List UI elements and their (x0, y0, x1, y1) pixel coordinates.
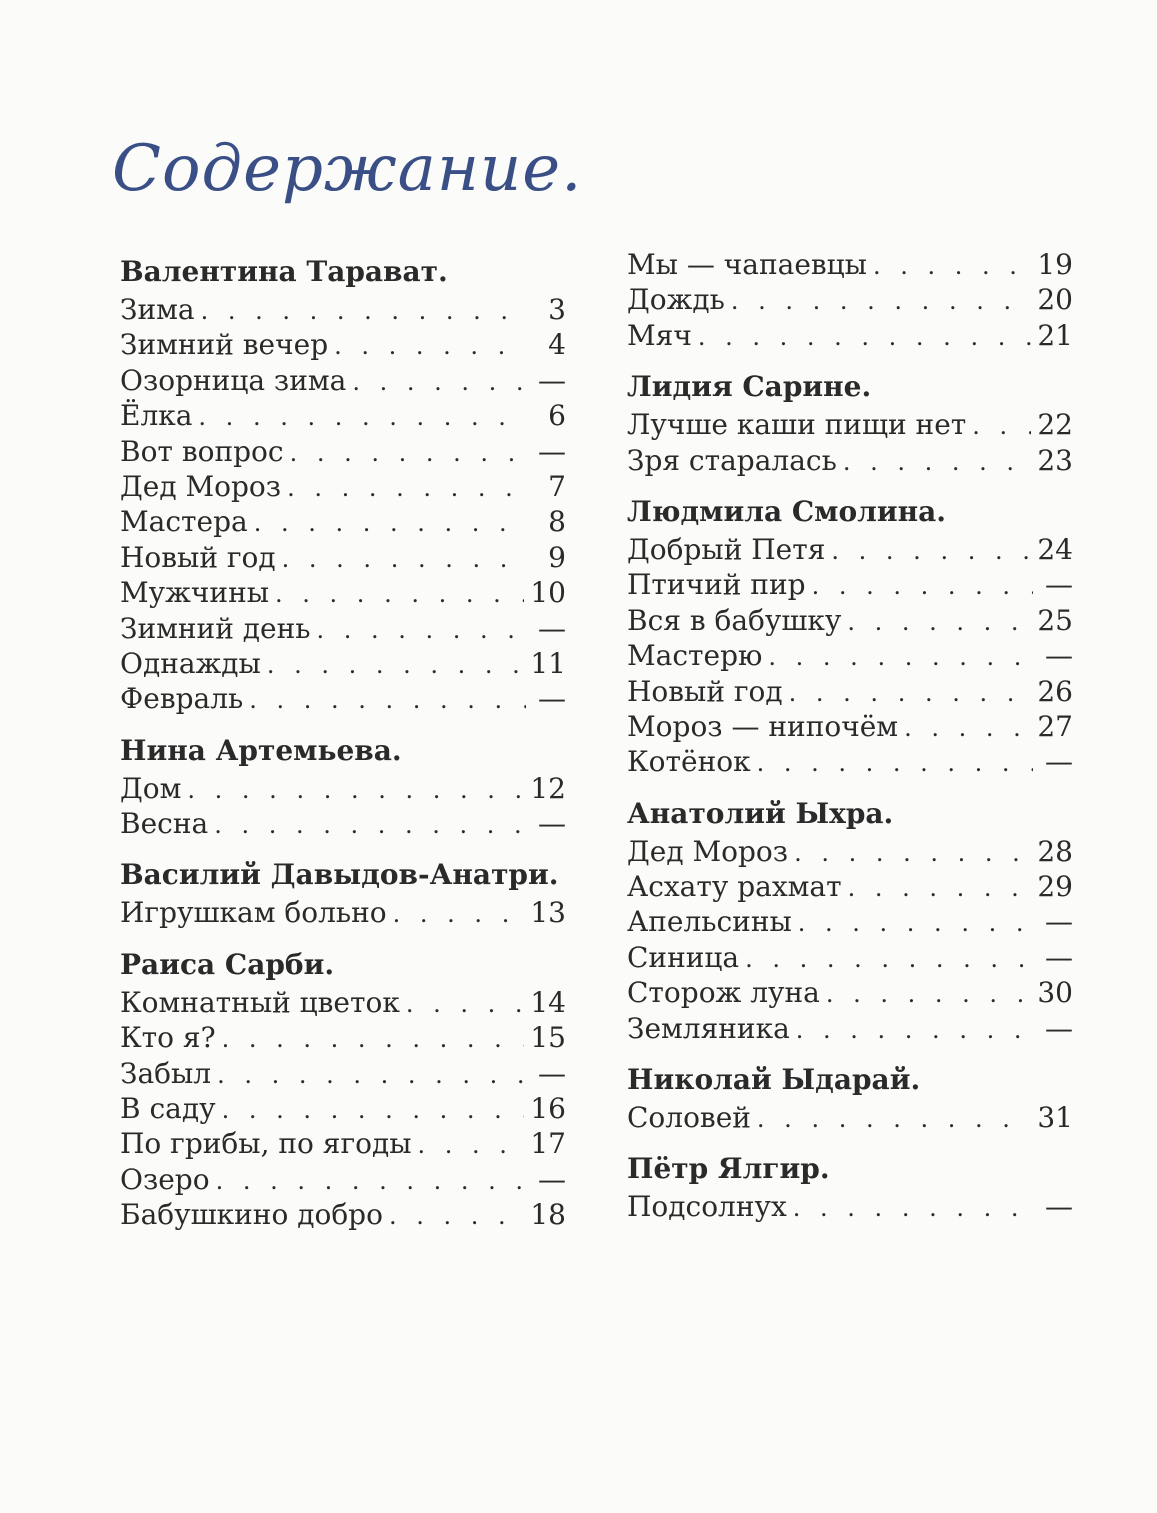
entry-title: Новый год (627, 674, 783, 708)
author-heading: Пётр Ялгир. (627, 1152, 830, 1186)
entry-title: Котёнок (627, 745, 751, 779)
dot-leader (275, 577, 524, 612)
entry-page-number: — (538, 611, 566, 645)
dot-leader (757, 746, 1033, 781)
dot-leader (214, 808, 526, 843)
toc-right-column (627, 247, 1073, 1239)
toc-entry[interactable] (120, 363, 566, 398)
entry-page-number: — (538, 1056, 566, 1090)
dot-leader (389, 1199, 524, 1234)
entry-title: Зимний вечер (120, 328, 329, 362)
entry-title: Дом (120, 771, 182, 805)
dot-leader (847, 605, 1031, 640)
entry-title: Соловей (627, 1101, 751, 1135)
toc-entry[interactable] (120, 646, 566, 681)
entry-page-number: 4 (548, 328, 566, 362)
entry-title: Дождь (627, 283, 725, 317)
entry-title: Апельсины (627, 905, 792, 939)
toc-section (627, 1060, 1073, 1135)
author-heading: Людмила Смолина. (627, 494, 947, 528)
entry-title: Зима (120, 293, 195, 326)
dot-leader (796, 1013, 1033, 1048)
entry-title: Однажды (120, 646, 261, 680)
entry-page-number: — (1045, 745, 1073, 779)
toc-entry[interactable] (120, 434, 566, 469)
toc-entry[interactable] (120, 292, 566, 327)
dot-leader (249, 683, 526, 718)
entry-title: Мяч (627, 318, 692, 352)
dot-leader (290, 436, 526, 471)
entry-page-number: — (1045, 905, 1073, 939)
entry-page-number: — (538, 807, 566, 841)
entry-title: Мороз — нипочём (627, 709, 899, 743)
entry-title: Асхату рахмат (627, 870, 842, 904)
entry-page-number: 16 (530, 1092, 566, 1126)
toc-section (627, 247, 1073, 353)
entry-page-number: 26 (1037, 674, 1073, 708)
dot-leader (217, 1058, 526, 1093)
toc-entry[interactable] (627, 247, 1073, 282)
dot-leader (287, 471, 526, 506)
toc-section (627, 794, 1073, 1046)
entry-page-number: 12 (530, 771, 566, 805)
dot-leader (418, 1128, 525, 1163)
dot-leader (789, 676, 1032, 711)
entry-page-number: 31 (1037, 1101, 1073, 1135)
toc-entry[interactable] (120, 1056, 566, 1091)
dot-leader (198, 400, 526, 435)
toc-entry[interactable] (627, 1189, 1073, 1224)
entry-title: Дед Мороз (120, 469, 282, 503)
entry-page-number: 30 (1037, 976, 1073, 1010)
toc-entry[interactable] (120, 575, 566, 610)
entry-title: Мужчины (120, 576, 270, 610)
entry-page-number: 15 (530, 1021, 566, 1055)
entry-page-number: 22 (1037, 408, 1073, 442)
toc-entry[interactable] (627, 407, 1073, 442)
toc-section (120, 252, 566, 717)
dot-leader (267, 648, 525, 683)
entry-title: Весна (120, 807, 209, 841)
toc-entry[interactable] (627, 869, 1073, 904)
dot-leader (757, 1102, 1031, 1137)
dot-leader (352, 365, 526, 400)
entry-page-number: 14 (530, 985, 566, 1019)
entry-page-number: — (1045, 639, 1073, 673)
author-heading: Раиса Сарби. (120, 947, 335, 981)
entry-page-number: 8 (548, 505, 566, 539)
entry-title: Лучше каши пищи нет (627, 408, 967, 442)
toc-entry[interactable] (627, 834, 1073, 869)
dot-leader (731, 284, 1031, 319)
toc-entry[interactable] (120, 1197, 566, 1232)
dot-leader (793, 1191, 1033, 1226)
entry-title: Комнатный цветок (120, 985, 400, 1019)
toc-section (627, 367, 1073, 478)
entry-title: Кто я? (120, 1021, 216, 1055)
entry-title: Сторож луна (627, 976, 820, 1010)
toc-entry[interactable] (627, 443, 1073, 478)
dot-leader (904, 711, 1031, 746)
dot-leader (201, 294, 526, 329)
entry-title: Вся в бабушку (627, 603, 842, 637)
entry-title: Подсолнух (627, 1190, 787, 1224)
toc-entry[interactable] (120, 681, 566, 716)
toc-entry[interactable] (627, 904, 1073, 939)
dot-leader (826, 977, 1032, 1012)
toc-entry[interactable] (120, 895, 566, 930)
dot-leader (393, 897, 525, 932)
dot-leader (317, 613, 527, 648)
toc-entry[interactable] (627, 709, 1073, 744)
entry-page-number: 27 (1037, 709, 1073, 743)
entry-page-number: 19 (1037, 248, 1073, 281)
toc-entry[interactable] (627, 975, 1073, 1010)
dot-leader (848, 871, 1032, 906)
entry-page-number: 29 (1037, 870, 1073, 904)
dot-leader (406, 987, 525, 1022)
entry-page-number: — (538, 363, 566, 397)
toc-section (627, 492, 1073, 780)
dot-leader (254, 506, 526, 541)
toc-section (120, 855, 566, 930)
dot-leader (812, 569, 1033, 604)
toc-section (120, 731, 566, 842)
entry-title: Дед Мороз (627, 834, 789, 868)
toc-entry[interactable] (627, 1011, 1073, 1046)
entry-page-number: 28 (1037, 834, 1073, 868)
entry-title: Ёлка (120, 399, 193, 433)
toc-entry[interactable] (120, 771, 566, 806)
entry-title: Бабушкино добро (120, 1198, 383, 1232)
dot-leader (282, 542, 526, 577)
toc-entry[interactable] (627, 674, 1073, 709)
entry-page-number: 11 (530, 646, 566, 680)
author-heading: Нина Артемьева. (120, 733, 402, 767)
entry-page-number: — (1045, 568, 1073, 602)
entry-title: Синица (627, 940, 740, 974)
toc-entry[interactable] (120, 504, 566, 539)
toc-entry[interactable] (627, 1100, 1073, 1135)
toc-entry[interactable] (120, 1091, 566, 1126)
entry-title: Игрушкам больно (120, 896, 387, 930)
entry-title: В саду (120, 1092, 216, 1126)
toc-entry[interactable] (120, 1020, 566, 1055)
entry-title: Мастера (120, 505, 248, 539)
entry-page-number: 25 (1037, 603, 1073, 637)
entry-title: Февраль (120, 682, 244, 716)
entry-title: Добрый Петя (627, 532, 826, 566)
dot-leader (972, 409, 1031, 444)
dot-leader (794, 836, 1031, 871)
dot-leader (216, 1164, 526, 1199)
dot-leader (831, 534, 1031, 569)
toc-left-column (120, 252, 566, 1247)
dot-leader (873, 249, 1031, 284)
author-heading: Валентина Тарават. (120, 255, 448, 288)
entry-page-number: 18 (530, 1198, 566, 1232)
entry-title: Озорница зима (120, 363, 347, 397)
entry-title: Новый год (120, 540, 276, 574)
entry-page-number: 7 (548, 469, 566, 503)
toc-entry[interactable] (120, 469, 566, 504)
page-title: Содержание. (112, 132, 583, 206)
entry-page-number: 23 (1037, 443, 1073, 477)
entry-title: Мастерю (627, 639, 763, 673)
entry-page-number: — (538, 682, 566, 716)
entry-title: Мы — чапаевцы (627, 248, 867, 281)
entry-page-number: 6 (548, 399, 566, 433)
toc-entry[interactable] (627, 282, 1073, 317)
toc-section (120, 945, 566, 1233)
entry-title: Вот вопрос (120, 434, 284, 468)
entry-page-number: — (538, 1162, 566, 1196)
entry-title: Забыл (120, 1056, 212, 1090)
entry-title: Птичий пир (627, 568, 806, 602)
toc-section (627, 1149, 1073, 1224)
entry-page-number: 13 (530, 896, 566, 930)
entry-title: Земляника (627, 1011, 790, 1045)
dot-leader (222, 1093, 525, 1128)
dot-leader (222, 1022, 525, 1057)
toc-entry[interactable] (120, 1162, 566, 1197)
toc-entry[interactable] (627, 744, 1073, 779)
entry-title: Озеро (120, 1162, 210, 1196)
author-heading: Лидия Сарине. (627, 370, 872, 404)
toc-entry[interactable] (120, 398, 566, 433)
toc-entry[interactable] (627, 940, 1073, 975)
dot-leader (745, 942, 1033, 977)
entry-page-number: — (1045, 940, 1073, 974)
author-heading: Анатолий Ыхра. (627, 796, 894, 830)
entry-page-number: 17 (530, 1127, 566, 1161)
toc-entry[interactable] (120, 327, 566, 362)
entry-page-number: 24 (1037, 532, 1073, 566)
toc-entry[interactable] (627, 638, 1073, 673)
entry-page-number: — (1045, 1011, 1073, 1045)
toc-entry[interactable] (120, 1126, 566, 1161)
toc-entry[interactable] (627, 603, 1073, 638)
dot-leader (187, 773, 524, 808)
entry-page-number: 20 (1037, 283, 1073, 317)
toc-entry[interactable] (627, 318, 1073, 353)
entry-title: Зря старалась (627, 443, 837, 477)
dot-leader (843, 445, 1032, 480)
dot-leader (768, 640, 1033, 675)
entry-page-number: 21 (1037, 318, 1073, 352)
entry-page-number: — (1045, 1190, 1073, 1224)
entry-page-number: 9 (548, 540, 566, 574)
toc-entry[interactable] (627, 567, 1073, 602)
dot-leader (698, 320, 1032, 355)
dot-leader (334, 329, 526, 364)
entry-page-number: — (538, 434, 566, 468)
entry-page-number: 3 (548, 293, 566, 326)
toc-entry[interactable] (120, 985, 566, 1020)
author-heading: Василий Давыдов-Анатри. (120, 858, 559, 892)
toc-entry[interactable] (120, 806, 566, 841)
entry-title: Зимний день (120, 611, 311, 645)
author-heading: Николай Ыдарай. (627, 1063, 921, 1097)
dot-leader (798, 906, 1033, 941)
entry-page-number: 10 (530, 576, 566, 610)
entry-title: По грибы, по ягоды (120, 1127, 412, 1161)
toc-entry[interactable] (627, 532, 1073, 567)
toc-entry[interactable] (120, 540, 566, 575)
toc-entry[interactable] (120, 611, 566, 646)
